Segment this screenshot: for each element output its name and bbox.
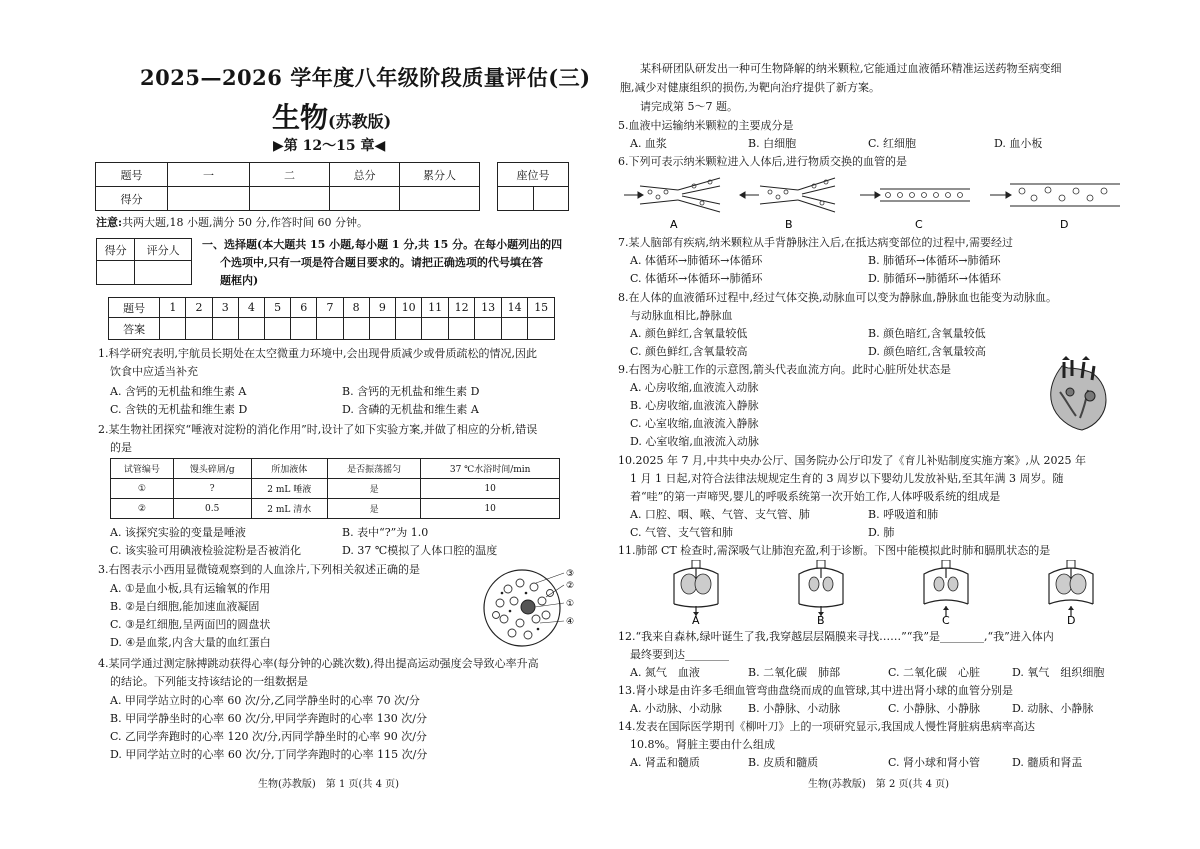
answer-grid-number: 6: [291, 298, 317, 318]
q12-option-b[interactable]: B. 二氧化碳 肺部: [748, 666, 841, 679]
bell-jar-figures: [630, 560, 1150, 628]
answer-cell[interactable]: [291, 318, 317, 340]
q7-option-a[interactable]: A. 体循环→肺循环→体循环: [630, 254, 763, 267]
q2-table-cell: 是: [327, 479, 420, 499]
bell-jar-model: [924, 560, 968, 616]
q3-option-a[interactable]: A. ①是血小板,具有运输氧的作用: [110, 582, 271, 595]
bell-jar-label: A: [692, 614, 700, 627]
blood-smear-figure: [480, 563, 575, 653]
q4-option-b[interactable]: B. 甲同学静坐时的心率 60 次/分,甲同学奔跑时的心率 130 次/分: [110, 712, 427, 725]
answer-grid-number: 15: [528, 298, 555, 318]
page-footer: 生物(苏教版) 第 2 页(共 4 页): [808, 779, 950, 790]
notice-label: 注意:: [96, 216, 123, 229]
q12-stem: 12.“我来自森林,绿叶诞生了我,我穿越层层隔膜来寻找……”“我”是________,“我”进入体内: [618, 630, 1054, 643]
score-table: [95, 162, 480, 211]
q2-option-d[interactable]: D. 37 ℃模拟了人体口腔的温度: [342, 544, 498, 557]
seat-field[interactable]: [533, 187, 569, 211]
q2-table-cell: ?: [173, 479, 251, 499]
answer-cell[interactable]: [186, 318, 212, 340]
q8-option-a[interactable]: A. 颜色鲜红,含氧量较低: [630, 327, 748, 340]
section1-line1: 一、选择题(本大题共 15 小题,每小题 1 分,共 15 分。在每小题列出的四: [202, 238, 563, 251]
q4-stem-cont: 的结论。下列能支持该结论的一组数据是: [110, 675, 308, 688]
q14-option-b[interactable]: B. 皮质和髓质: [748, 756, 819, 769]
answer-grid-number: 8: [343, 298, 369, 318]
blood-smear-label: ④: [566, 617, 575, 627]
blood-vessel-figures: [620, 176, 1180, 232]
q8-option-d[interactable]: D. 颜色暗红,含氧量较高: [868, 345, 986, 358]
score-cell: 一: [168, 163, 250, 187]
q13-option-a[interactable]: A. 小动脉、小动脉: [630, 702, 722, 715]
answer-cell[interactable]: [343, 318, 369, 340]
answer-grid-number: 11: [422, 298, 448, 318]
section1-line3: 题框内): [220, 274, 259, 287]
answer-grid-number: 1: [160, 298, 186, 318]
vessel-label: A: [670, 218, 678, 231]
score-cell: 二: [249, 163, 329, 187]
q3-stem: 3.右图表示小西用显微镜观察到的人血涂片,下列相关叙述正确的是: [98, 563, 420, 576]
q9-option-a[interactable]: A. 心房收缩,血液流入动脉: [630, 381, 759, 394]
q2-stem-cont: 的是: [110, 441, 132, 454]
q1-option-b[interactable]: B. 含钙的无机盐和维生素 D: [342, 385, 480, 398]
bell-jar-model: [1049, 560, 1093, 616]
section1-line2: 个选项中,只有一项是符合题目要求的。请把正确选项的代号填在答: [220, 256, 543, 269]
q2-option-b[interactable]: B. 表中“?”为 1.0: [342, 526, 429, 539]
seat-table: [497, 162, 569, 211]
answer-cell[interactable]: [238, 318, 264, 340]
answer-grid-number: 10: [395, 298, 421, 318]
notice-text: 共两大题,18 小题,满分 50 分,作答时间 60 分钟。: [122, 216, 369, 229]
answer-cell[interactable]: [395, 318, 421, 340]
q14-stem-cont: 10.8%。肾脏主要由什么组成: [630, 738, 775, 751]
q10-option-b[interactable]: B. 呼吸道和肺: [868, 508, 939, 521]
q6-stem: 6.下列可表示纳米颗粒进入人体后,进行物质交换的血管的是: [618, 155, 907, 168]
edition-label: (苏教版): [328, 112, 392, 131]
q2-stem: 2.某生物社团探究“唾液对淀粉的消化作用”时,设计了如下实验方案,并做了相应的分析,错误: [98, 423, 538, 436]
q2-option-c[interactable]: C. 该实验可用碘液检验淀粉是否被消化: [110, 544, 302, 557]
q4-stem: 4.某同学通过测定脉搏跳动获得心率(每分钟的心跳次数),得出提高运动强度会导致心率升高: [98, 657, 539, 670]
q7-stem: 7.某人脑部有疾病,纳米颗粒从手背静脉注入后,在抵达病变部位的过程中,需要经过: [618, 236, 1013, 249]
q4-option-a[interactable]: A. 甲同学站立时的心率 60 次/分,乙同学静坐时的心率 70 次/分: [110, 694, 420, 707]
q12-stem-cont: 最终要到达________: [630, 648, 729, 661]
answer-grid-number: 7: [317, 298, 343, 318]
q2-table-header: 所加液体: [251, 459, 327, 479]
seat-field[interactable]: [498, 187, 534, 211]
right-page: [600, 0, 1200, 849]
q3-option-c[interactable]: C. ③是红细胞,呈两面凹的圆盘状: [110, 618, 271, 631]
q10-stem: 10.2025 年 7 月,中共中央办公厅、国务院办公厅印发了《育儿补贴制度实施方案》,从 2025 年: [618, 454, 1086, 467]
q12-option-a[interactable]: A. 氮气 血液: [630, 666, 700, 679]
q2-table-header: 37 ℃水浴时间/min: [421, 459, 560, 479]
q2-option-a[interactable]: A. 该探究实验的变量是唾液: [110, 526, 246, 539]
answer-cell[interactable]: [369, 318, 395, 340]
q2-table-header: 试管编号: [111, 459, 174, 479]
q9-stem: 9.右图为心脏工作的示意图,箭头代表血流方向。此时心脏所处状态是: [618, 363, 951, 376]
blood-smear-label: ①: [566, 599, 575, 609]
q5-option-d[interactable]: D. 血小板: [994, 137, 1043, 150]
vessel-label: B: [785, 218, 793, 231]
exam-title: 2025—2026 学年度八年级阶段质量评估(三): [140, 65, 591, 90]
blood-smear-label: ②: [566, 581, 575, 591]
q10-option-c[interactable]: C. 气管、支气管和肺: [630, 526, 734, 539]
vessel-label: D: [1060, 218, 1069, 231]
answer-grid: [108, 297, 555, 340]
seat-label: 座位号: [498, 163, 569, 187]
bell-jar-model: [674, 560, 718, 616]
q7-option-c[interactable]: C. 体循环→体循环→肺循环: [630, 272, 763, 285]
q8-stem-cont: 与动脉血相比,静脉血: [630, 309, 733, 322]
q1-option-c[interactable]: C. 含铁的无机盐和维生素 D: [110, 403, 248, 416]
score-field[interactable]: [168, 187, 250, 211]
q14-option-a[interactable]: A. 肾盂和髓质: [630, 756, 700, 769]
answer-grid-number: 12: [448, 298, 474, 318]
grader-field[interactable]: [97, 261, 135, 285]
q7-option-d[interactable]: D. 肺循环→肺循环→体循环: [868, 272, 1001, 285]
score-cell: 总分: [329, 163, 399, 187]
q2-table-cell: 0.5: [173, 499, 251, 519]
answer-cell[interactable]: [212, 318, 238, 340]
q1-stem: 1.科学研究表明,宇航员长期处在太空微重力环境中,会出现骨质减少或骨质疏松的情况,因此: [98, 347, 537, 360]
q2-table-cell: 是: [327, 499, 420, 519]
score-field[interactable]: [249, 187, 329, 211]
subject-title: [272, 96, 391, 136]
q1-option-d[interactable]: D. 含磷的无机盐和维生素 A: [342, 403, 479, 416]
answer-grid-number: 2: [186, 298, 212, 318]
q5-stem: 5.血液中运输纳米颗粒的主要成分是: [618, 119, 794, 132]
answer-grid-number: 4: [238, 298, 264, 318]
answer-cell[interactable]: [160, 318, 186, 340]
q9-option-d[interactable]: D. 心室收缩,血液流入动脉: [630, 435, 759, 448]
intro-line: 请完成第 5～7 题。: [640, 100, 738, 113]
q14-option-c[interactable]: C. 肾小球和肾小管: [888, 756, 981, 769]
q10-option-a[interactable]: A. 口腔、咽、喉、气管、支气管、肺: [630, 508, 810, 521]
q5-option-c[interactable]: C. 红细胞: [868, 137, 917, 150]
score-cell: 得分: [96, 187, 168, 211]
answer-grid-number: 5: [265, 298, 291, 318]
answer-cell[interactable]: [475, 318, 501, 340]
answer-grid-number: 3: [212, 298, 238, 318]
bell-jar-label: D: [1067, 614, 1076, 627]
q2-table-cell: 2 mL 唾液: [251, 479, 327, 499]
score-field[interactable]: [400, 187, 480, 211]
q5-option-b[interactable]: B. 白细胞: [748, 137, 797, 150]
q12-option-c[interactable]: C. 二氧化碳 心脏: [888, 666, 981, 679]
q1-option-a[interactable]: A. 含钙的无机盐和维生素 A: [110, 385, 247, 398]
answer-grid-number: 14: [501, 298, 527, 318]
blood-smear-label: ③: [566, 569, 575, 579]
answer-grid-label: 题号: [109, 298, 160, 318]
q3-option-b[interactable]: B. ②是白细胞,能加速血液凝固: [110, 600, 260, 613]
answer-cell[interactable]: [317, 318, 343, 340]
q11-stem: 11.肺部 CT 检查时,需深吸气让肺泡充盈,利于诊断。下图中能模拟此时肺和膈肌状态的是: [618, 544, 1051, 557]
heart-figure: [1040, 356, 1120, 434]
q13-option-b[interactable]: B. 小静脉、小动脉: [748, 702, 841, 715]
q14-option-d[interactable]: D. 髓质和肾盂: [1012, 756, 1083, 769]
answer-grid-label: 答案: [109, 318, 160, 340]
q1-stem-cont: 饮食中应适当补充: [110, 365, 198, 378]
answer-cell[interactable]: [528, 318, 555, 340]
q7-option-b[interactable]: B. 肺循环→体循环→肺循环: [868, 254, 1001, 267]
intro-line: 某科研团队研发出一种可生物降解的纳米颗粒,它能通过血液循环精准运送药物至病变细: [640, 62, 1062, 75]
q3-option-d[interactable]: D. ④是血浆,内含大量的血红蛋白: [110, 636, 271, 649]
grader-table: [96, 238, 192, 285]
bell-jar-label: B: [817, 614, 825, 627]
q8-option-c[interactable]: C. 颜色鲜红,含氧量较高: [630, 345, 748, 358]
q13-option-d[interactable]: D. 动脉、小静脉: [1012, 702, 1094, 715]
q2-table-cell: ②: [111, 499, 174, 519]
grader-reviewer-label: 评分人: [135, 239, 192, 261]
vessel-label: C: [915, 218, 923, 231]
answer-cell[interactable]: [265, 318, 291, 340]
q2-table-cell: 2 mL 清水: [251, 499, 327, 519]
q9-option-b[interactable]: B. 心房收缩,血液流入静脉: [630, 399, 759, 412]
q13-stem: 13.肾小球是由许多毛细血管弯曲盘绕而成的血管球,其中进出肾小球的血管分别是: [618, 684, 1013, 697]
page-footer: 生物(苏教版) 第 1 页(共 4 页): [258, 779, 400, 790]
q2-table-cell: 10: [421, 499, 560, 519]
chapter-range: ▶第 12～15 章◀: [273, 138, 386, 154]
q4-option-c[interactable]: C. 乙同学奔跑时的心率 120 次/分,丙同学静坐时的心率 90 次/分: [110, 730, 427, 743]
grader-field[interactable]: [135, 261, 192, 285]
subject-name: 生物: [272, 101, 329, 134]
q2-table-header: 馒头碎屑/g: [173, 459, 251, 479]
q4-option-d[interactable]: D. 甲同学站立时的心率 60 次/分,丁同学奔跑时的心率 115 次/分: [110, 748, 428, 761]
q2-table: [110, 458, 560, 519]
q13-option-c[interactable]: C. 小静脉、小静脉: [888, 702, 981, 715]
q10-stem-cont: 着“哇”的第一声啼哭,婴儿的呼吸系统第一次开始工作,人体呼吸系统的组成是: [630, 490, 1001, 503]
q14-stem: 14.发表在国际医学期刊《柳叶刀》上的一项研究显示,我国成人慢性肾脏病患病率高达: [618, 720, 1035, 733]
notice: [96, 214, 368, 231]
bell-jar-model: [799, 560, 843, 616]
answer-cell[interactable]: [501, 318, 527, 340]
answer-cell[interactable]: [422, 318, 448, 340]
score-field[interactable]: [329, 187, 399, 211]
q2-table-cell: 10: [421, 479, 560, 499]
q8-stem: 8.在人体的血液循环过程中,经过气体交换,动脉血可以变为静脉血,静脉血也能变为动脉血。: [618, 291, 1057, 304]
q2-table-cell: ①: [111, 479, 174, 499]
q10-stem-cont: 1 月 1 日起,对符合法律法规规定生育的 3 周岁以下婴幼儿发放补贴,至其年满 3 周岁。随: [630, 472, 1064, 485]
q12-option-d[interactable]: D. 氧气 组织细胞: [1012, 666, 1105, 679]
q8-option-b[interactable]: B. 颜色暗红,含氧量较低: [868, 327, 986, 340]
bell-jar-label: C: [942, 614, 950, 627]
answer-cell[interactable]: [448, 318, 474, 340]
q9-option-c[interactable]: C. 心室收缩,血液流入静脉: [630, 417, 759, 430]
q2-table-header: 是否振荡摇匀: [327, 459, 420, 479]
score-cell: 累分人: [400, 163, 480, 187]
answer-grid-number: 9: [369, 298, 395, 318]
q5-option-a[interactable]: A. 血浆: [630, 137, 667, 150]
grader-score-label: 得分: [97, 239, 135, 261]
intro-line: 胞,减少对健康组织的损伤,为靶向治疗提供了新方案。: [620, 81, 880, 94]
q10-option-d[interactable]: D. 肺: [868, 526, 895, 539]
answer-grid-number: 13: [475, 298, 501, 318]
score-cell: 题号: [96, 163, 168, 187]
